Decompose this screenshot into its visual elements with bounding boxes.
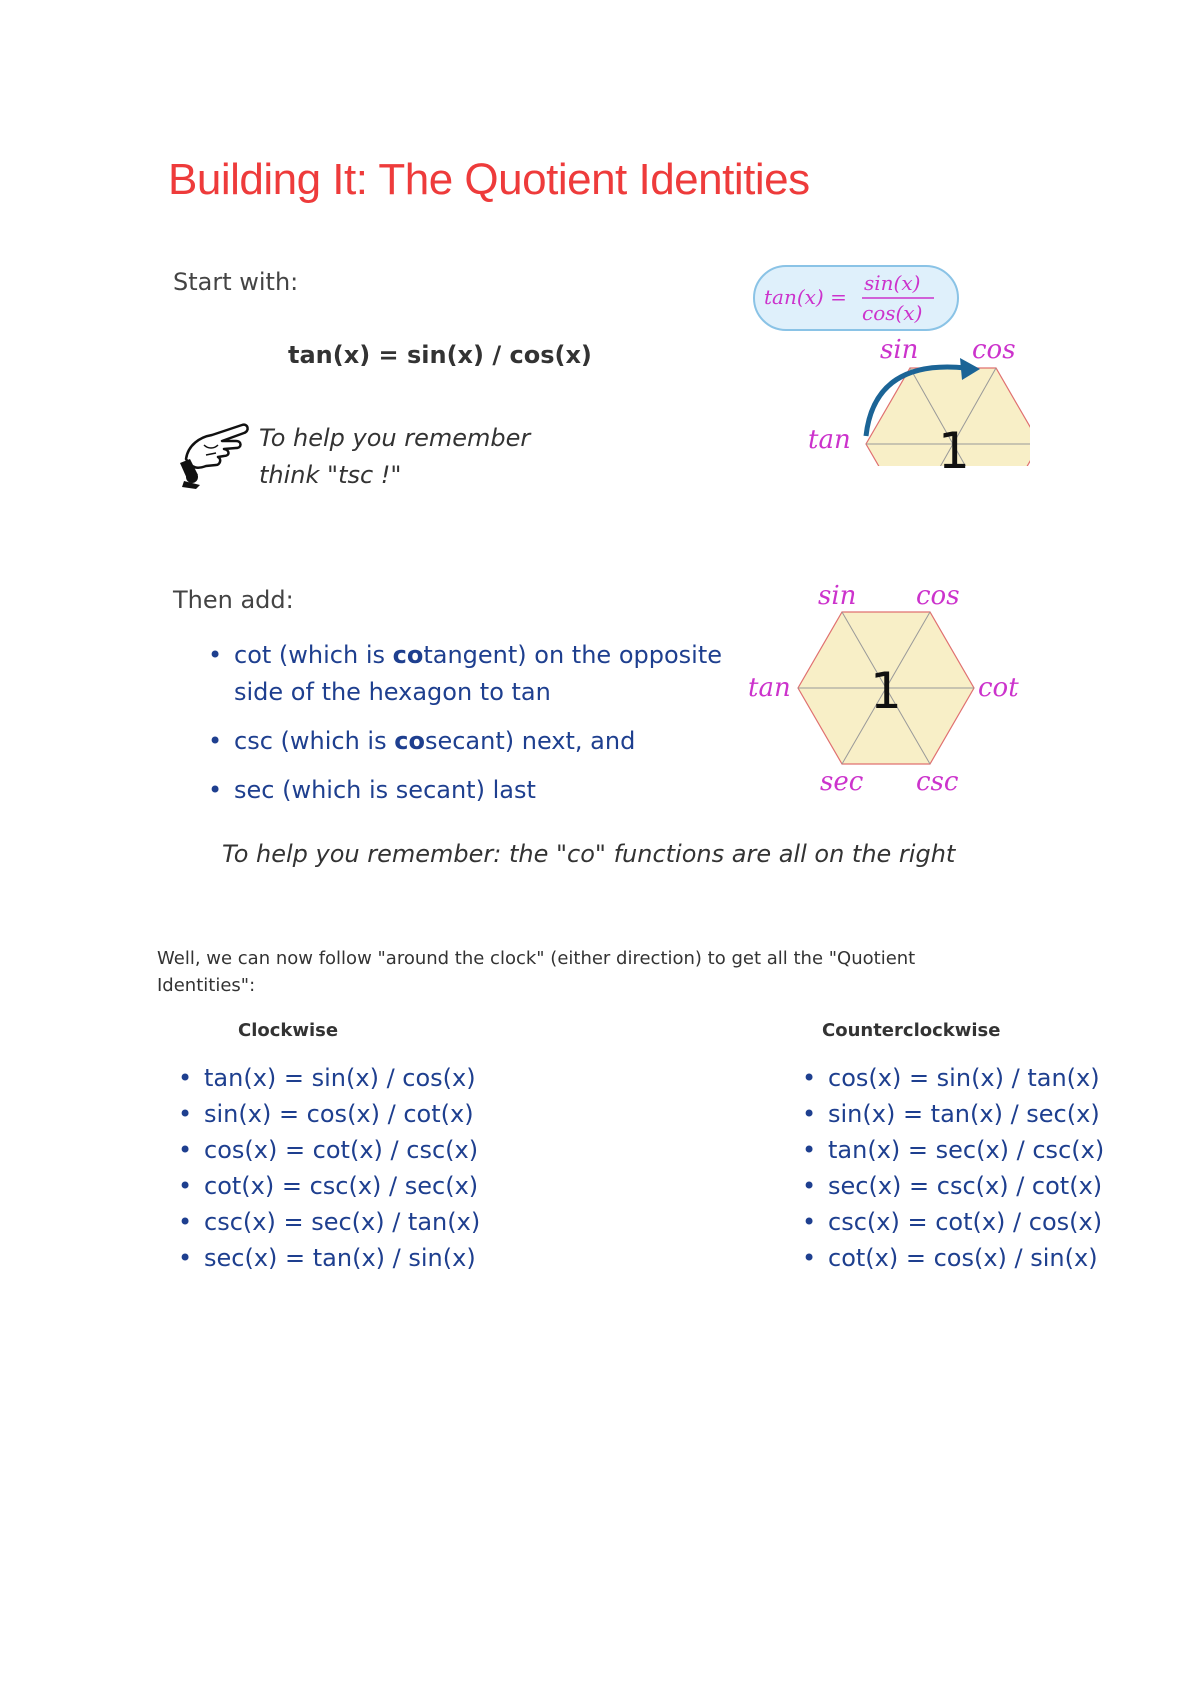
start-with-label: Start with: (173, 268, 299, 296)
list-item: • sec(x) = csc(x) / cot(x) (828, 1168, 1104, 1204)
clockwise-list (204, 1060, 480, 1276)
list-item: • tan(x) = sin(x) / cos(x) (204, 1060, 480, 1096)
list-item: • csc(x) = sec(x) / tan(x) (204, 1204, 480, 1240)
clockwise-heading: Clockwise (238, 1020, 339, 1041)
then-add-list (234, 637, 754, 821)
list-item: • cos(x) = cot(x) / csc(x) (204, 1132, 480, 1168)
intro-paragraph: Well, we can now follow "around the clock" (either direction) to get all the "Quotient Identities": (157, 948, 916, 996)
hex1-label-sin: sin (880, 335, 919, 365)
list-item: • sec(x) = tan(x) / sin(x) (204, 1240, 480, 1276)
counterclockwise-heading: Counterclockwise (822, 1020, 1001, 1041)
list-item: • csc(x) = cot(x) / cos(x) (828, 1204, 1104, 1240)
hex2-label-tan: tan (748, 673, 791, 703)
hex2-label-cot: cot (978, 673, 1019, 703)
counterclockwise-list (828, 1060, 1104, 1276)
pointing-hand-icon (176, 415, 252, 489)
list-item: • sec (which is secant) last (234, 772, 754, 809)
hint-tsc-line2: think "tsc !" (259, 461, 402, 489)
hint-co-functions: To help you remember: the "co" functions are all on the right (222, 840, 956, 868)
hint-tsc (259, 420, 530, 494)
hex2-label-sec: sec (820, 767, 864, 797)
bubble-lhs: tan(x) = (764, 285, 847, 309)
hex2-label-csc: csc (916, 767, 959, 797)
tan-formula: tan(x) = sin(x) / cos(x) (288, 341, 592, 369)
hex1-label-tan: tan (808, 425, 851, 455)
list-item: • csc (which is cosecant) next, and (234, 723, 754, 760)
list-item: • sin(x) = tan(x) / sec(x) (828, 1096, 1104, 1132)
then-add-label: Then add: (173, 586, 294, 614)
tan-quotient-figure (740, 258, 1030, 470)
page-title: Building It: The Quotient Identities (168, 155, 810, 204)
list-item: • tan(x) = sec(x) / csc(x) (828, 1132, 1104, 1168)
hint-tsc-line1: To help you remember (259, 424, 531, 452)
list-item: • cot(x) = cos(x) / sin(x) (828, 1240, 1104, 1276)
hex2-label-cos: cos (916, 581, 960, 611)
hex2-label-sin: sin (818, 581, 857, 611)
list-item: • cot (which is cotangent) on the opposite side of the hexagon to tan (234, 637, 754, 711)
bubble-numerator: sin(x) (864, 271, 921, 295)
list-item: • cot(x) = csc(x) / sec(x) (204, 1168, 480, 1204)
bubble-denominator: cos(x) (862, 301, 923, 325)
hex1-label-cos: cos (972, 335, 1016, 365)
list-item: • cos(x) = sin(x) / tan(x) (828, 1060, 1104, 1096)
hex2-center: 1 (870, 662, 902, 720)
list-item: • sin(x) = cos(x) / cot(x) (204, 1096, 480, 1132)
full-hexagon-figure (740, 578, 1030, 800)
hex1-center: 1 (938, 422, 970, 470)
